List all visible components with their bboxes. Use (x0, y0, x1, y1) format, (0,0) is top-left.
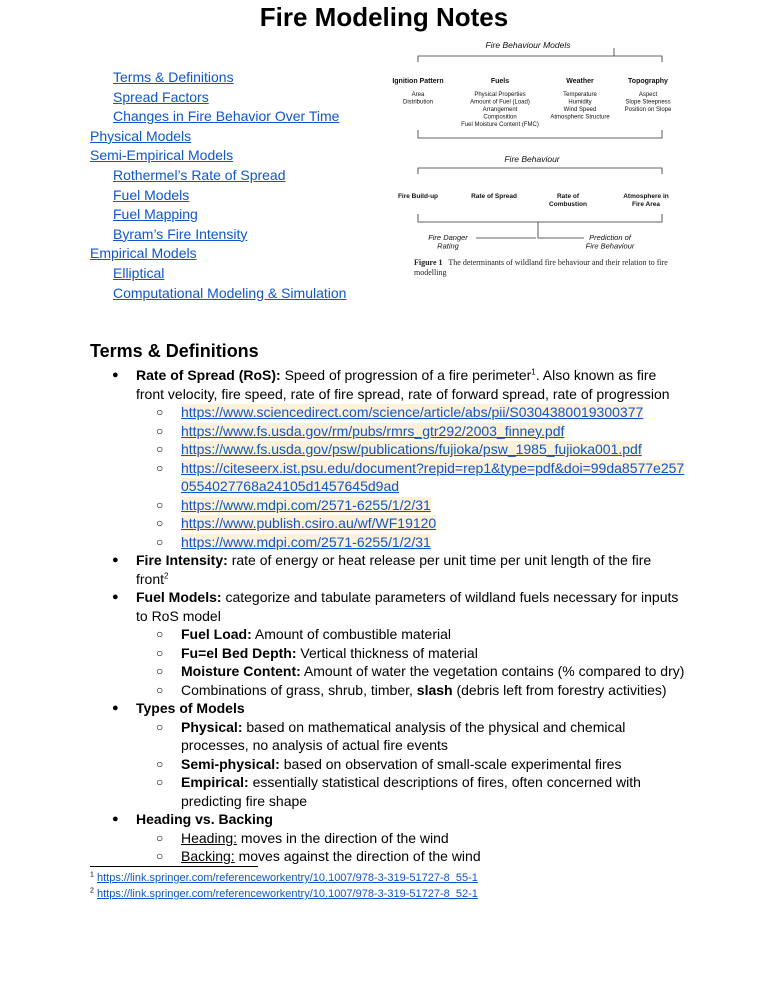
bullet: ○ (156, 442, 164, 456)
section-heading-terms-definitions: Terms & Definitions (90, 341, 259, 361)
factor-detail: Position on Slope (624, 107, 672, 113)
definition-text: Combinations of grass, shrub, timber, (181, 681, 417, 698)
sub-item-link (90, 403, 690, 422)
connector-bottom-bracket (418, 214, 662, 222)
term-types-of-models: Types of Models (136, 700, 245, 716)
output-label: Prediction of (589, 233, 631, 242)
sub-item-empirical (90, 773, 690, 792)
definition-text: front velocity, fire speed, rate of fire spread, rate of forward spread, rate of progression (136, 385, 670, 402)
sub-item-fuel-bed-depth (90, 644, 690, 663)
bullet: ○ (156, 682, 164, 697)
behaviour-label: Combustion (549, 201, 587, 208)
definition-text: essentially statistical descriptions of fires, often concerned with (252, 774, 641, 790)
figure-caption-label: Figure 1 (414, 258, 443, 267)
toc-link-rothermel[interactable]: Rothermel’s Rate of Spread (113, 166, 286, 183)
bullet: ● (112, 702, 119, 714)
sub-item-link (90, 496, 690, 515)
footnote-2 (90, 886, 478, 902)
definition-text: based on observation of small-scale experimental fires (283, 755, 622, 772)
factor-detail: Arrangement (482, 107, 518, 113)
bullet: ○ (156, 497, 164, 512)
toc-link-physical-models[interactable]: Physical Models (90, 127, 192, 144)
sub-item-physical (90, 718, 690, 737)
toc-link-semi-empirical-models[interactable]: Semi-Empirical Models (90, 147, 234, 164)
list-item-rate-of-spread (90, 366, 690, 385)
bullet: ○ (156, 775, 164, 789)
footnote-link[interactable]: https://link.springer.com/referenceworkentry/10.1007/978-3-319-51727-8_52-1 (96, 888, 478, 900)
reference-link[interactable]: 0554027768a24105d1457645d9ad (181, 478, 400, 494)
bullet: ● (112, 369, 119, 381)
footnote-link[interactable]: https://link.springer.com/referenceworkentry/10.1007/978-3-319-51727-8_55-1 (96, 872, 478, 884)
list-item-fire-intensity (90, 551, 690, 570)
sub-item-backing (90, 847, 690, 866)
definition-text: front (136, 570, 165, 587)
bullet: ○ (156, 849, 164, 863)
term: Semi-physical: (181, 755, 280, 772)
definition-text: Speed of progression of a fire perimeter (284, 367, 532, 383)
reference-link[interactable]: https://www.mdpi.com/2571-6255/1/2/31 (181, 496, 431, 513)
term: Moisture Content: (181, 663, 301, 679)
bullet: ○ (156, 516, 164, 530)
figure-fire-behaviour-models (388, 38, 688, 288)
bullet: ○ (156, 534, 164, 549)
sub-item-link (90, 459, 690, 478)
factor-detail: Temperature (563, 92, 597, 98)
sub-item-semi-physical (90, 755, 690, 774)
diagram-title: Fire Behaviour Models (485, 40, 571, 50)
list-item-continuation (90, 607, 690, 626)
diagram-labels (392, 40, 672, 251)
term-rate-of-spread: Rate of Spread (RoS): (136, 367, 281, 383)
reference-link[interactable]: https://citeseerx.ist.psu.edu/document?repid=rep1&type=pdf&doi=99da8577e257 (181, 459, 685, 476)
definition-text: Vertical thickness of material (300, 644, 478, 661)
terms-list (90, 366, 690, 866)
reference-link[interactable]: https://www.fs.usda.gov/psw/publications/fujioka/psw_1985_fujioka001.pdf (181, 441, 642, 457)
factor-detail: Aspect (638, 92, 658, 98)
table-of-contents (90, 68, 390, 303)
bullet: ○ (156, 756, 164, 771)
sub-item-link (90, 514, 690, 533)
factor-head-weather: Weather (566, 78, 594, 85)
footnote-ref-1[interactable]: 1 (531, 367, 536, 377)
toc-link-fuel-mapping[interactable]: Fuel Mapping (113, 206, 198, 223)
definition-text: processes, no analysis of actual fire events (181, 737, 448, 753)
list-item-heading-vs-backing (90, 810, 690, 829)
behaviour-labels (398, 193, 669, 208)
toc-link-computational-modeling[interactable]: Computational Modeling & Simulation (113, 284, 347, 301)
factor-detail: Fuel Moisture Content (FMC) (461, 122, 539, 128)
bullet: ○ (156, 664, 164, 678)
factor-detail: Wind Speed (563, 107, 597, 113)
term-slash: slash (416, 681, 453, 698)
list-item-continuation (90, 570, 690, 589)
figure-caption-text: The determinants of wildland fire behaviour and their relation to fire modelling (414, 258, 668, 277)
definition-text: rate of energy or heat release per unit time per unit length of the fire (231, 552, 652, 568)
bullet: ○ (156, 423, 164, 438)
factor-detail: Distribution (402, 99, 434, 106)
figure-caption (414, 258, 684, 278)
footnote-number: 1 (90, 871, 94, 879)
definition-text: moves against the direction of the wind (234, 848, 481, 864)
factor-detail: Slope Steepness (625, 99, 671, 106)
reference-link[interactable]: https://www.publish.csiro.au/wf/WF19120 (181, 515, 437, 531)
footnote-1 (90, 870, 478, 886)
bullet: ○ (156, 645, 164, 660)
definition-text: . Also known as fire (535, 367, 657, 383)
term-heading: Heading: (181, 829, 238, 846)
toc-link-empirical-models[interactable]: Empirical Models (90, 245, 197, 262)
reference-link[interactable]: https://www.fs.usda.gov/rm/pubs/rmrs_gtr292/2003_finney.pdf (181, 422, 565, 439)
behaviour-label: Fire Area (632, 201, 660, 208)
factor-head-ignition: Ignition Pattern (392, 78, 444, 85)
factor-details (403, 92, 672, 128)
bullet: ● (112, 813, 119, 825)
term: Physical: (181, 718, 243, 735)
output-label: Fire Behaviour (585, 241, 635, 251)
definition-text: Amount of water the vegetation contains (% compared to dry) (303, 663, 685, 679)
bullet: ○ (156, 719, 164, 734)
factor-head-topography: Topography (628, 78, 668, 85)
behaviour-label: Fire Build-up (397, 193, 439, 200)
footnote-number: 2 (90, 887, 94, 895)
toc-link-changes-over-time[interactable]: Changes in Fire Behavior Over Time (113, 108, 340, 125)
bullet: ○ (156, 405, 164, 419)
document-title: Fire Modeling Notes (259, 2, 509, 32)
factor-detail: Composition (483, 114, 517, 121)
behaviour-label: Atmosphere in (623, 193, 669, 200)
factor-detail: Physical Properties (474, 92, 526, 98)
output-label: Rating (437, 241, 459, 251)
sub-item-combinations (90, 681, 690, 700)
footnotes (90, 870, 478, 902)
list-item-fuel-models (90, 588, 690, 607)
output-labels (428, 233, 635, 251)
definition-text: based on mathematical analysis of the physical and chemical (246, 718, 626, 735)
toc-link-terms-definitions[interactable]: Terms & Definitions (113, 69, 234, 85)
sub-item-fuel-load (90, 625, 690, 644)
sub-item-link (90, 422, 690, 441)
list-item-types-of-models (90, 699, 690, 718)
behaviour-label: Rate of Spread (471, 193, 517, 200)
footnote-ref-2[interactable]: 2 (164, 570, 169, 580)
diagram-canvas (388, 38, 688, 258)
bullet: ○ (156, 460, 164, 475)
connector-output-right (538, 222, 584, 238)
sub-item-continuation (90, 792, 690, 811)
toc-link-elliptical[interactable]: Elliptical (113, 264, 165, 281)
diagram-connectors (418, 48, 662, 238)
sub-item-continuation (90, 736, 690, 755)
factor-detail: Humidity (568, 99, 592, 106)
term: Fuel Load: (181, 626, 252, 642)
factor-detail: Amount of Fuel (Load) (470, 99, 530, 106)
sub-item-moisture-content (90, 662, 690, 681)
definition-text: to RoS model (136, 607, 221, 624)
sub-item-heading (90, 829, 690, 848)
output-label: Fire Danger (428, 233, 468, 242)
factor-detail: Area (411, 92, 425, 98)
bullet: ○ (156, 830, 164, 845)
term-fire-intensity: Fire Intensity: (136, 552, 228, 568)
term-backing: Backing: (181, 848, 235, 864)
factor-head-fuels: Fuels (490, 78, 510, 85)
behaviour-label: Rate of (556, 193, 580, 200)
term-fuel-models: Fuel Models: (136, 589, 222, 605)
toc-link-byram[interactable]: Byram’s Fire Intensity (113, 225, 248, 242)
factor-detail: Atmospheric Structure (550, 114, 610, 121)
term: Fu=el Bed Depth: (181, 644, 297, 661)
toc-link-spread-factors[interactable]: Spread Factors (113, 88, 209, 105)
connector-behaviour-bracket (418, 168, 662, 174)
sub-item-link (90, 533, 690, 552)
definition-text: moves in the direction of the wind (237, 829, 449, 846)
bullet: ○ (156, 627, 164, 641)
diagram-middle-title: Fire Behaviour (504, 154, 560, 164)
definition-text: Amount of combustible material (254, 626, 451, 642)
list-item-continuation (90, 385, 690, 404)
sub-item-link (90, 440, 690, 459)
definition-text: (debris left from forestry activities) (452, 681, 667, 698)
reference-link[interactable]: https://www.sciencedirect.com/science/article/abs/pii/S0304380019300377 (181, 404, 644, 420)
reference-link[interactable]: https://www.mdpi.com/2571-6255/1/2/31 (181, 533, 431, 550)
connector-factors-bracket (418, 130, 662, 138)
definition-text: categorize and tabulate parameters of wildland fuels necessary for inputs (225, 589, 679, 605)
footnote-divider (90, 866, 258, 867)
bullet: ● (112, 591, 119, 603)
term: Empirical: (181, 774, 249, 790)
definition-text: predicting fire shape (181, 792, 308, 809)
term-heading-vs-backing: Heading vs. Backing (136, 811, 273, 827)
connector-top-bracket (418, 56, 662, 62)
sub-item-link-continuation (90, 477, 690, 496)
bullet: ● (112, 554, 119, 566)
toc-link-fuel-models[interactable]: Fuel Models (113, 186, 190, 203)
